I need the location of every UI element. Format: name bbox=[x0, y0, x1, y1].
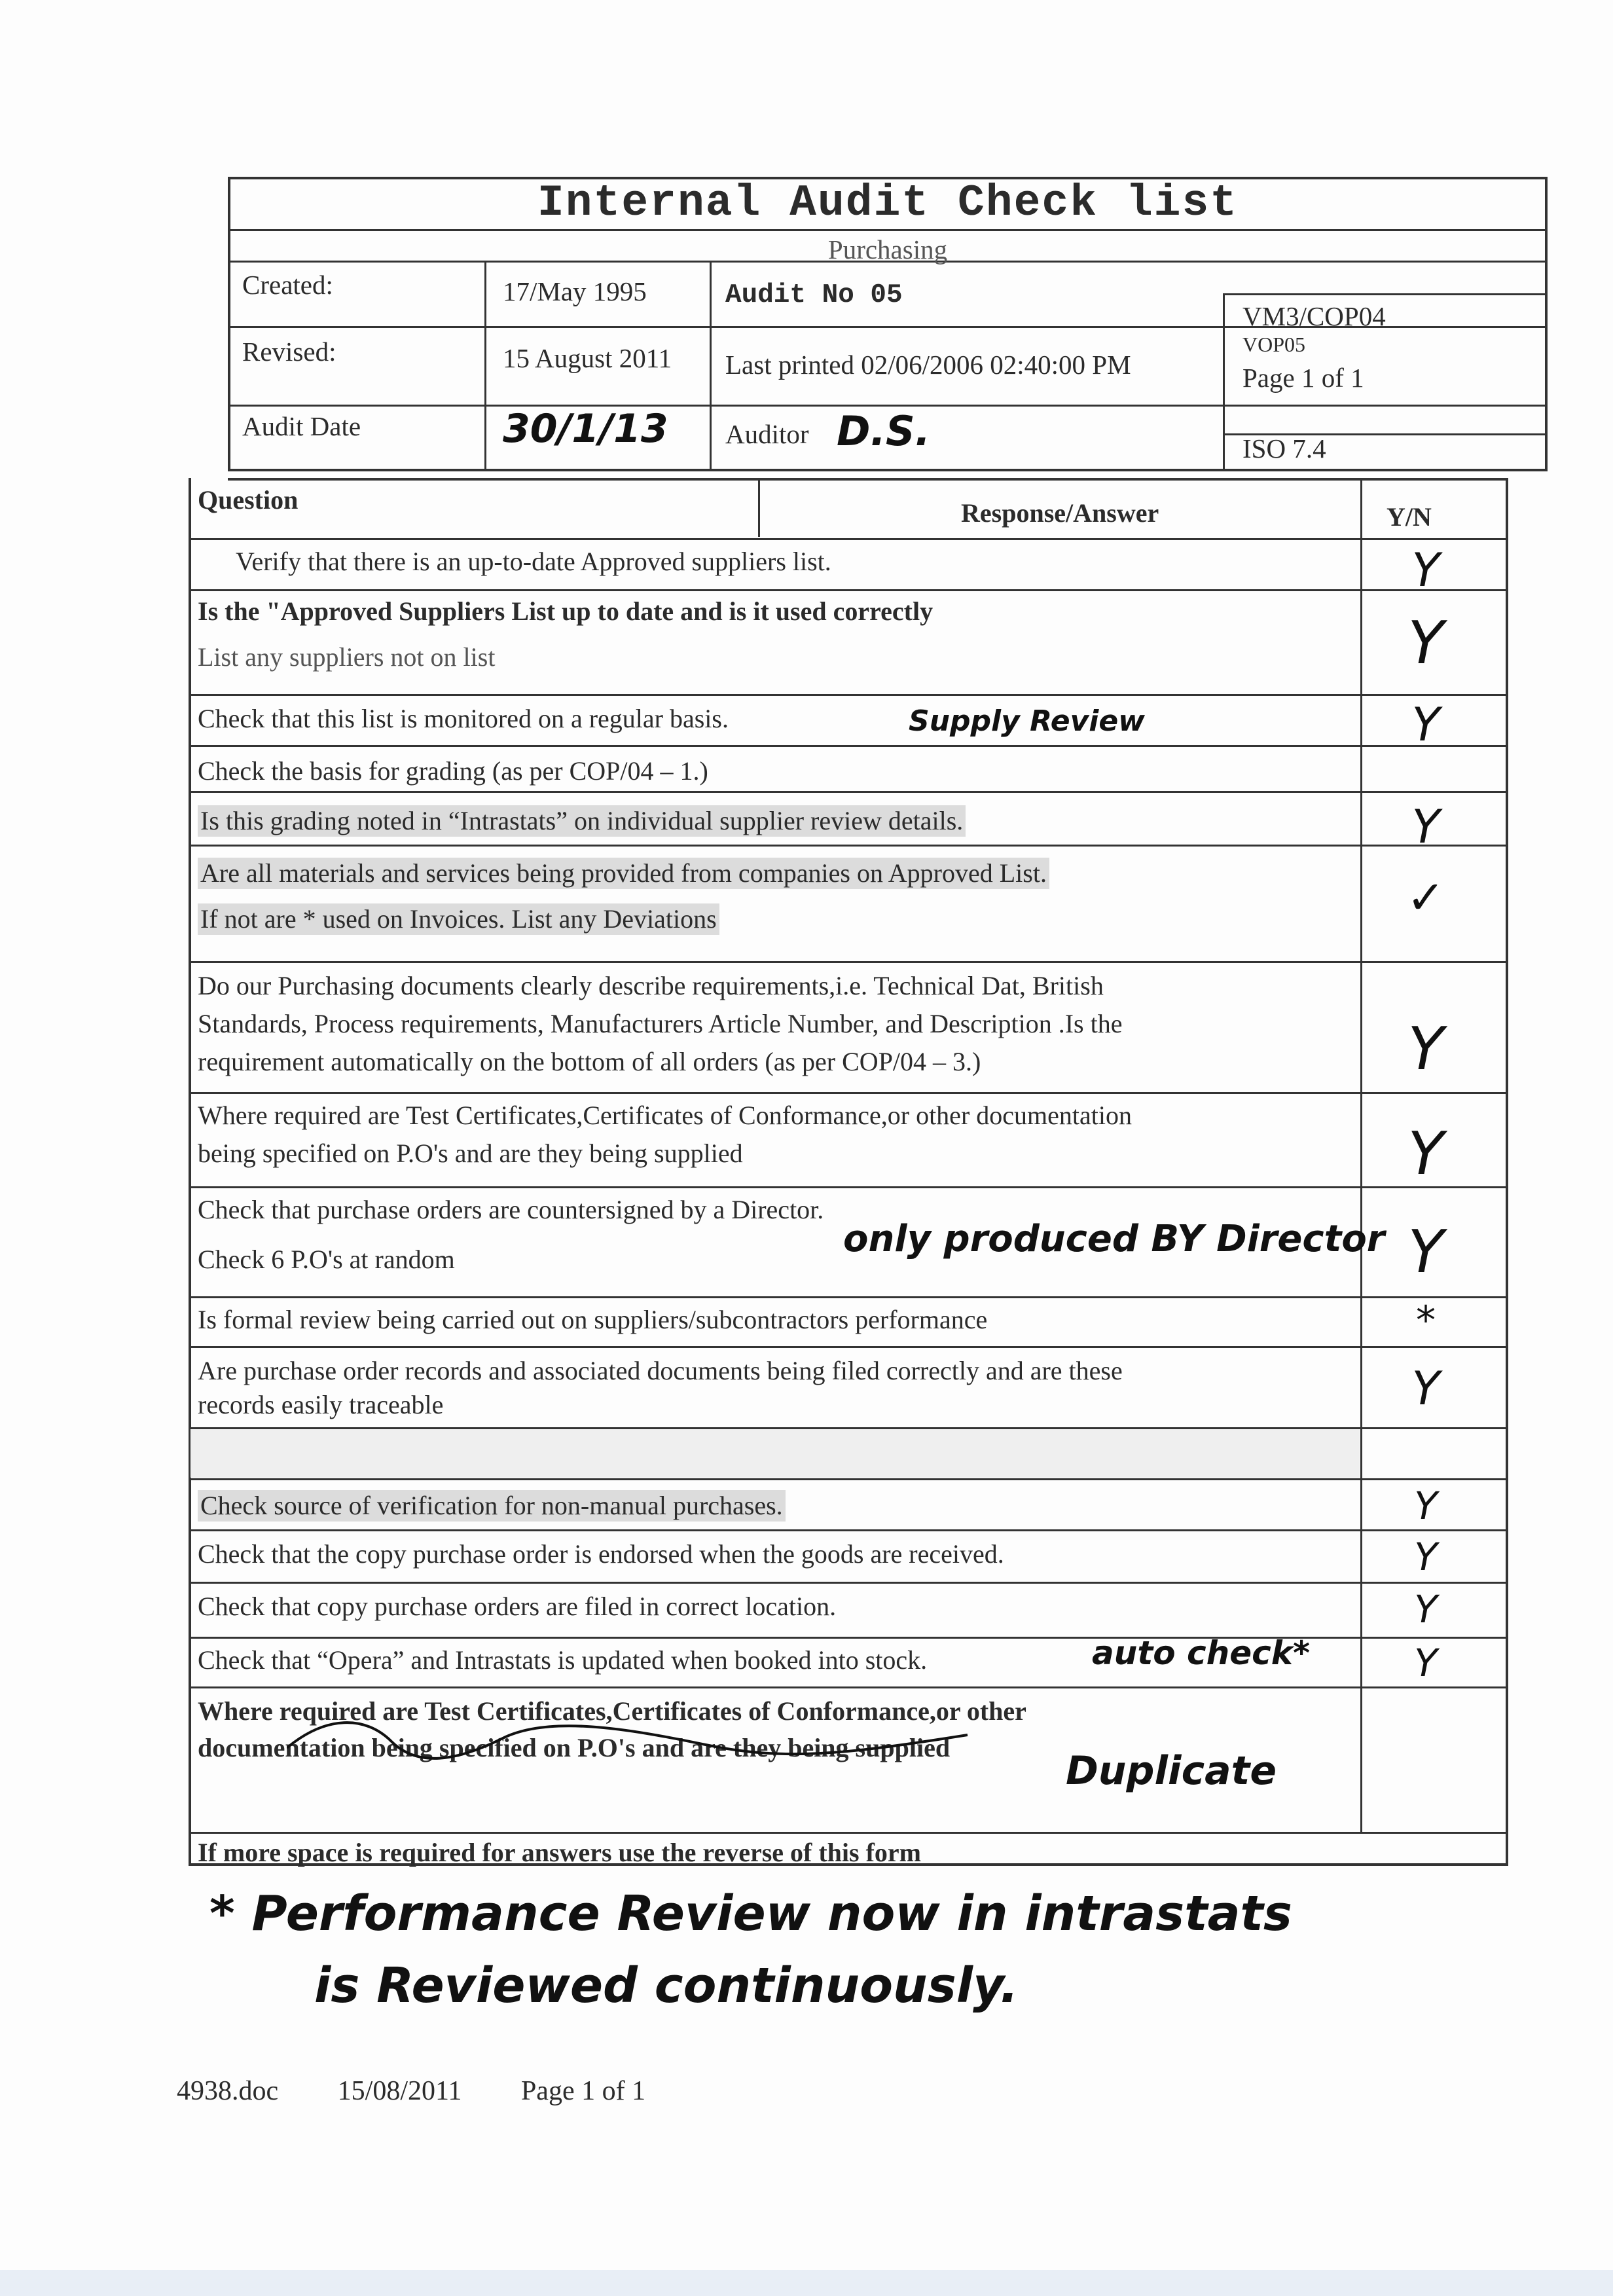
column-header-response: Response/Answer bbox=[961, 498, 1159, 528]
question-17-line2: documentation being specified on P.O's and are they being supplied bbox=[198, 1733, 951, 1762]
question-16: Check that “Opera” and Intrastats is updated when booked into stock. bbox=[198, 1645, 928, 1675]
created-label: Created: bbox=[242, 270, 333, 300]
question-7-line1: Do our Purchasing documents clearly describe requirements,i.e. Technical Dat, British bbox=[198, 971, 1104, 1000]
checklist-table bbox=[189, 478, 1508, 1866]
header-table bbox=[228, 177, 1548, 471]
question-10: Is formal review being carried out on suppliers/subcontractors performance bbox=[198, 1305, 988, 1334]
question-7-line3: requirement automatically on the bottom of all orders (as per COP/04 – 3.) bbox=[198, 1047, 981, 1076]
question-13: Check source of verification for non-manual purchases. bbox=[198, 1490, 786, 1522]
answer-2: Y bbox=[1407, 609, 1444, 678]
blank-row bbox=[190, 1429, 1360, 1478]
answer-7: Y bbox=[1407, 1015, 1444, 1084]
question-6-sub: If not are * used on Invoices. List any Deviations bbox=[198, 903, 719, 935]
answer-10: * bbox=[1416, 1298, 1436, 1343]
question-1: Verify that there is an up-to-date Approved suppliers list. bbox=[236, 547, 831, 576]
form-title: Internal Audit Check list bbox=[537, 178, 1239, 228]
question-8-line1: Where required are Test Certificates,Certificates of Conformance,or other documentation bbox=[198, 1101, 1132, 1130]
question-8-line2: being specified on P.O's and are they being supplied bbox=[198, 1139, 743, 1168]
question-7-line2: Standards, Process requirements, Manufacturers Article Number, and Description .Is the bbox=[198, 1009, 1123, 1038]
question-15: Check that copy purchase orders are filed in correct location. bbox=[198, 1592, 837, 1621]
created-value: 17/May 1995 bbox=[503, 276, 647, 306]
question-17-line1: Where required are Test Certificates,Certificates of Conformance,or other bbox=[198, 1696, 1026, 1726]
answer-11: Y bbox=[1411, 1362, 1440, 1415]
page-indicator: Page 1 of 1 bbox=[1242, 363, 1364, 393]
answer-8: Y bbox=[1407, 1120, 1444, 1188]
document-code-secondary: VOP05 bbox=[1242, 333, 1306, 356]
footer-page: Page 1 of 1 bbox=[520, 2076, 646, 2106]
response-9-handwritten: only produced BY Director bbox=[843, 1218, 1385, 1260]
answer-9: Y bbox=[1407, 1218, 1444, 1286]
page-footer bbox=[177, 2075, 698, 2107]
footer-date: 15/08/2011 bbox=[337, 2076, 462, 2106]
audit-number: Audit No 05 bbox=[725, 280, 903, 310]
question-9: Check that purchase orders are countersigned by a Director. bbox=[198, 1195, 824, 1224]
answer-15: Y bbox=[1414, 1587, 1438, 1631]
question-9-sub: Check 6 P.O's at random bbox=[198, 1245, 455, 1274]
answer-14: Y bbox=[1414, 1535, 1438, 1579]
iso-reference: ISO 7.4 bbox=[1242, 433, 1326, 464]
response-17-handwritten: Duplicate bbox=[1066, 1748, 1277, 1794]
response-16-handwritten: auto check* bbox=[1092, 1634, 1311, 1672]
answer-16: Y bbox=[1414, 1641, 1438, 1685]
answer-13: Y bbox=[1414, 1484, 1438, 1528]
question-5: Is this grading noted in “Intrastats” on individual supplier review details. bbox=[198, 805, 966, 837]
question-2-sub: List any suppliers not on list bbox=[198, 642, 496, 672]
auditor-label: Auditor bbox=[725, 419, 809, 449]
revised-value: 15 August 2011 bbox=[503, 343, 672, 373]
answer-6: ✓ bbox=[1406, 871, 1445, 924]
question-4: Check the basis for grading (as per COP/04 – 1.) bbox=[198, 756, 708, 786]
audit-date-label: Audit Date bbox=[242, 411, 361, 441]
column-header-yn: Y/N bbox=[1386, 502, 1432, 532]
handwritten-note-line1: * Performance Review now in intrastats bbox=[209, 1886, 1292, 1942]
scan-edge bbox=[0, 2270, 1613, 2296]
audit-date-handwritten: 30/1/13 bbox=[503, 406, 668, 452]
question-3: Check that this list is monitored on a regular basis. bbox=[198, 704, 729, 733]
document-code: VM3/COP04 bbox=[1242, 301, 1386, 331]
handwritten-note-line2: is Reviewed continuously. bbox=[314, 1958, 1019, 2014]
footer-filename: 4938.doc bbox=[177, 2076, 279, 2106]
answer-1: Y bbox=[1411, 543, 1440, 597]
revised-label: Revised: bbox=[242, 337, 336, 367]
question-14: Check that the copy purchase order is endorsed when the goods are received. bbox=[198, 1539, 1004, 1569]
answer-3: Y bbox=[1411, 698, 1440, 752]
auditor-signature: D.S. bbox=[837, 407, 931, 455]
form-subtitle: Purchasing bbox=[827, 234, 948, 264]
footer-instruction: If more space is required for answers use the reverse of this form bbox=[198, 1838, 921, 1867]
question-11-line2: records easily traceable bbox=[198, 1390, 444, 1419]
response-3-handwritten: Supply Review bbox=[909, 704, 1145, 738]
answer-5: Y bbox=[1411, 800, 1440, 854]
question-2: Is the "Approved Suppliers List up to date and is it used correctly bbox=[198, 596, 933, 626]
column-header-question: Question bbox=[198, 485, 299, 515]
last-printed: Last printed 02/06/2006 02:40:00 PM bbox=[725, 350, 1131, 380]
strike-through-scribble bbox=[287, 1709, 974, 1768]
question-11-line1: Are purchase order records and associated documents being filed correctly and are these bbox=[198, 1356, 1123, 1385]
question-6: Are all materials and services being provided from companies on Approved List. bbox=[198, 858, 1049, 889]
